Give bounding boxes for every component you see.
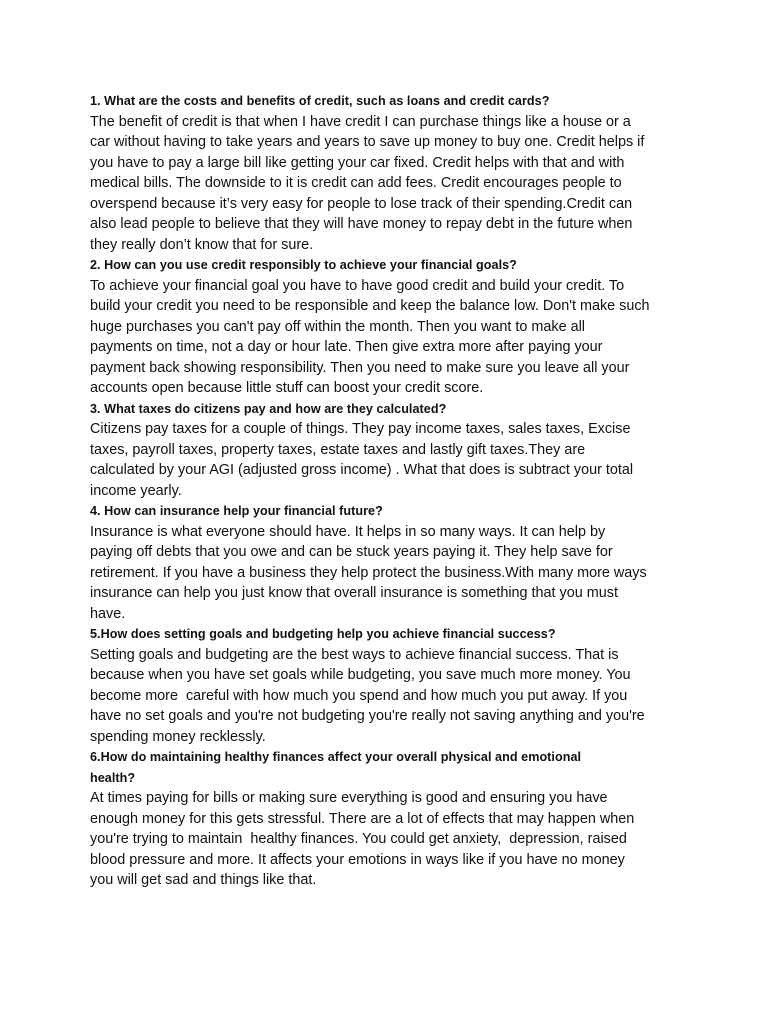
document-body (90, 91, 690, 891)
qa-section-3 (90, 399, 690, 502)
question-line: 3. What taxes do citizens pay and how are they calculated? (90, 401, 447, 416)
answer-line: insurance can help you just know that overall insurance is something that you must (90, 585, 618, 601)
qa-section-5 (90, 624, 690, 747)
qa-section-4 (90, 501, 690, 624)
question-3 (90, 399, 690, 420)
answer-line: accounts open because little stuff can boost your credit score. (90, 380, 484, 396)
answer-line: they really don’t know that for sure. (90, 236, 314, 253)
question-line: 1. What are the costs and benefits of credit, such as loans and credit cards? (90, 94, 550, 108)
answer-line: payments on time, not a day or hour late. Then give extra more after paying your (90, 339, 603, 355)
answer-2 (90, 276, 690, 399)
answer-line: you're trying to maintain healthy finances. You could get anxiety, depression, raised (90, 831, 627, 847)
answer-line: because when you have set goals while budgeting, you save much more money. You (90, 667, 631, 683)
question-line: health? (90, 770, 136, 785)
answer-line: spending money recklessly. (90, 728, 266, 745)
question-5 (90, 624, 690, 645)
answer-line: At times paying for bills or making sure everything is good and ensuring you have (90, 790, 608, 806)
answer-line: build your credit you need to be responsible and keep the balance low. Don't make such (90, 298, 650, 314)
answer-line: you will get sad and things like that. (90, 872, 317, 888)
answer-4 (90, 522, 690, 625)
answer-line: Setting goals and budgeting are the best ways to achieve financial success. That is (90, 646, 619, 663)
question-2 (90, 255, 690, 276)
answer-line: calculated by your AGI (adjusted gross income) . What that does is subtract your total (90, 462, 634, 478)
answer-line: have. (90, 605, 126, 622)
answer-line: taxes, payroll taxes, property taxes, estate taxes and lastly gift taxes.They are (90, 441, 586, 458)
question-line: 5.How does setting goals and budgeting help you achieve financial success? (90, 627, 556, 641)
answer-line: enough money for this gets stressful. There are a lot of effects that may happen when (90, 810, 635, 827)
answer-line: also lead people to believe that they will have money to repay debt in the future when (90, 216, 633, 232)
answer-6 (90, 788, 690, 891)
answer-line: Citizens pay taxes for a couple of things. They pay income taxes, sales taxes, Excise (90, 421, 631, 437)
answer-line: To achieve your financial goal you have to have good credit and build your credit. To (90, 277, 625, 294)
qa-section-6 (90, 747, 690, 891)
question-4 (90, 501, 690, 522)
answer-line: car without having to take years and years to save up money to buy one. Credit helps if (90, 134, 645, 150)
question-line: 2. How can you use credit responsibly to achieve your financial goals? (90, 258, 517, 272)
answer-line: income yearly. (90, 482, 182, 499)
question-6 (90, 747, 690, 788)
answer-5 (90, 645, 690, 748)
answer-line: blood pressure and more. It affects your emotions in ways like if you have no money (90, 851, 625, 868)
answer-line: become more careful with how much you spend and how much you put away. If you (90, 687, 628, 704)
answer-line: paying off debts that you owe and can be stuck years paying it. They help save for (90, 544, 613, 560)
answer-line: Insurance is what everyone should have. It helps in so many ways. It can help by (90, 523, 606, 540)
question-1 (90, 91, 690, 112)
answer-line: medical bills. The downside to it is credit can add fees. Credit encourages people to (90, 175, 622, 191)
question-line: 6.How do maintaining healthy finances affect your overall physical and emotional (90, 750, 582, 764)
answer-line: retirement. If you have a business they help protect the business.With many more ways (90, 564, 647, 581)
answer-line: you have to pay a large bill like getting your car fixed. Credit helps with that and with (90, 154, 625, 171)
question-line: 4. How can insurance help your financial future? (90, 504, 383, 518)
answer-line: The benefit of credit is that when I have credit I can purchase things like a house or a (90, 113, 631, 130)
qa-section-2 (90, 255, 690, 399)
answer-line: payment back showing responsibility. Then you need to make sure you leave all your (90, 359, 630, 376)
answer-line: have no set goals and you're not budgeting you're really not saving anything and you're (90, 708, 645, 724)
answer-line: overspend because it’s very easy for people to lose track of their spending.Credit can (90, 195, 633, 212)
answer-1 (90, 112, 690, 256)
answer-3 (90, 419, 690, 501)
qa-section-1 (90, 91, 690, 255)
answer-line: huge purchases you can't pay off within the month. Then you want to make all (90, 318, 585, 335)
